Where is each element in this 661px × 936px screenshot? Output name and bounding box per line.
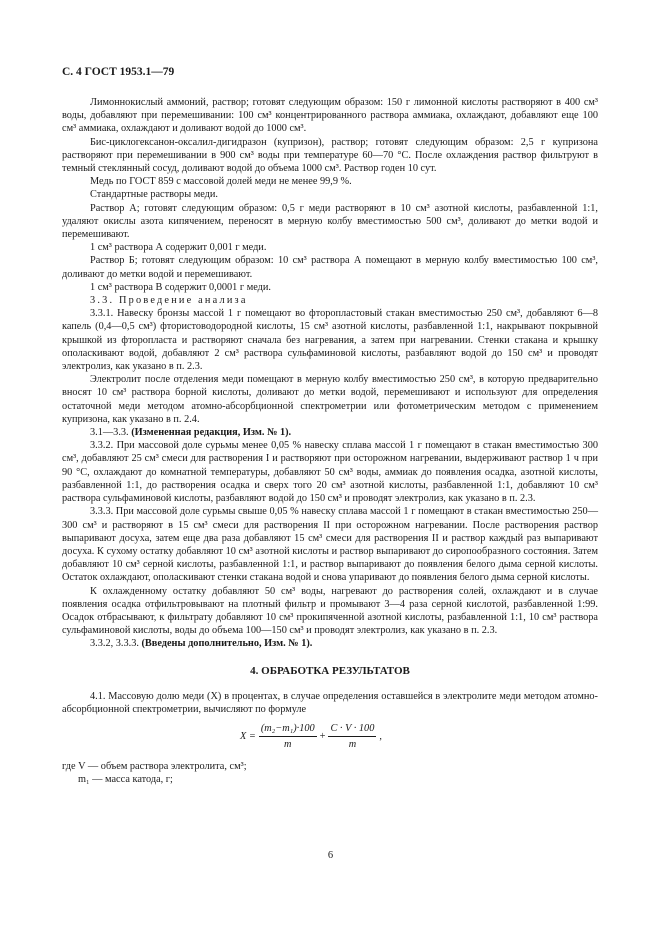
where-line-volume: где V — объем раствора электролита, см³; [62,761,247,773]
paragraph-solution-b: Раствор Б; готовят следующим образом: 10 см³ раствора А помещают в мерную колбу вместимостью 100 см³, доливают до метки водой и перемешивают. [62,255,598,280]
formula-copper-fraction [62,720,598,758]
amendment-ref: 3.3.2, 3.3.3. [90,638,142,650]
paragraph-solution-b-content: 1 см³ раствора В содержит 0,0001 г меди. [90,281,271,293]
formula-plus: + [319,731,326,743]
document-body [62,96,598,787]
amendment-note-2 [62,637,598,650]
formula-numerator-2: C · V · 100 [328,722,376,737]
section-title-results: 4. ОБРАБОТКА РЕЗУЛЬТАТОВ [250,664,410,677]
paragraph-standard-solutions: Стандартные растворы меди. [90,189,218,201]
formula-denominator-2: m [348,739,357,751]
amendment-ref: 3.1—3.3. [90,427,132,439]
paragraph-solution-a-content: 1 см³ раствора А содержит 0,001 г меди. [90,242,267,254]
paragraph-ammonium-citrate: Лимоннокислый аммоний, раствор; готовят следующим образом: 150 г лимонной кислоты растворяют в 400 см³ воды, добавляют при перемешивании: 100 см³ концентрированного раствора аммиака, охлаждают, добавляют еще 100 см³ аммиака, охлаждают и доливают водой до 1000 см³. [62,97,598,135]
formula-fraction-1 [259,722,317,751]
formula-comma: , [379,731,382,743]
formula-numerator-1: (m₂−m₁)·100 [259,722,317,737]
subsection-heading-analysis: 3.3. Проведение анализа [90,295,248,307]
page-header: С. 4 ГОСТ 1953.1—79 [62,66,175,78]
paragraph-solution-a: Раствор А; готовят следующим образом: 0,5 г меди растворяют в 10 см³ азотной кислоты, разбавленной 1:1, удаляют окислы азота кипячением, переносят в мерную колбу вместимостью 500 см³, доливают до метки водой и перемешивают. [62,202,598,241]
page-number: 6 [327,850,334,861]
amendment-note-1 [62,426,598,439]
paragraph-3-3-1: 3.3.1. Навеску бронзы массой 1 г помещают во фторопластовый стакан вместимостью 250 см³, добавляют 6—8 капель (0,4—0,5 см³) фтористоводородной кислоты, 15 см³ азотной кислоты, разбавленной 1:1, накрывают покрывной крышкой из фторопласта и растворяют сначала без нагревания, а затем при нагревании. Стенки стакана и крышку ополаскивают водой, добавляют 2 см³ раствора сульфаминовой кислоты, разбавляют водой до 150 см³ и проводят электролиз, как указано в п. 2.3. [62,308,598,373]
where-line-mass: m₁ — масса катода, г; [78,774,173,786]
amendment-text: (Введены дополнительно, Изм. № 1). [141,638,313,650]
formula-fraction-2 [328,722,376,751]
paragraph-cuprizone: Бис-циклогексанон-оксалил-дигидразон (купризон), раствор; готовят следующим образом: 2,5 г купризона растворяют при перемешивании в 900 см³ воды при температуре 60—70 °С. После охлаждения раствор фильтруют в темный стеклянный сосуд, доливают водой до объема 1000 см³. Раствор годен 10 сут. [62,136,598,175]
paragraph-4-1: 4.1. Массовую долю меди (X) в процентах, в случае определения оставшейся в электролите меди методом атомно-абсорбционной спектрометрии, вычисляют по формуле [62,690,598,715]
paragraph-3-3-2: 3.3.2. При массовой доле сурьмы менее 0,05 % навеску сплава массой 1 г помещают в стакан вместимостью 300 см³, добавляют 25 см³ смеси для растворения I и растворяют при осторожном нагревании, выдерживают раствор 1 ч при 90 °С, охлаждают до комнатной температуры, добавляют 50 см³ воды, аммиак до появления осадка, азотной кислоты, разбавленной 1:1, до растворения осадка и сверх того 20 см³ азотной кислоты, разбавленной 1:1, добавляют 10 см³ раствора сульфаминовой кислоты, разбавляют водой до 150 см³ и проводят электролиз, как указано в п. 2.3. [62,440,598,505]
paragraph-cooled-residue: К охлажденному остатку добавляют 50 см³ воды, нагревают до растворения солей, охлаждают и в случае появления осадка отфильтровывают на плотный фильтр и промывают 3—4 раза серной кислотой, разбавленной 1:99. Осадок отбрасывают, к фильтрату добавляют 10 см³ прокипяченной азотной кислоты, разбавленной 1:1, 10 см³ раствора сульфаминовой кислоты, воды до объема 100—150 см³ и проводят электролиз, как указано в п. 2.3. [62,585,598,637]
formula-denominator-1: m [284,739,292,751]
paragraph-3-3-3: 3.3.3. При массовой доле сурьмы свыше 0,05 % навеску сплава массой 1 г помещают в стакан вместимостью 250—300 см³ и растворяют в 15 см³ смеси для растворения II при осторожном нагревании. После растворения раствор выпаривают досуха, затем еще два раза добавляют 15 см³ смеси для растворения II и раствор каждый раз выпаривают досуха. К сухому остатку добавляют 10 см³ азотной кислоты и раствор выпаривают до сиропообразного состояния. Затем добавляют 10 см³ серной кислоты, разбавленной 1:1, и раствор выпаривают до появления белого дыма серной кислоты. Остаток охлаждают, ополаскивают стенки стакана водой и снова упаривают до появления белого дыма серной кислоты. [62,506,598,584]
amendment-text: (Измененная редакция, Изм. № 1). [131,427,292,439]
paragraph-electrolyte: Электролит после отделения меди помещают в мерную колбу вместимостью 250 см³, в которую предварительно вносят 10 см³ раствора борной кислоты, доливают до метки водой, перемешивают и используют для определения остаточной меди методом атомно-абсорбционной спектрометрии или фотометрическим методом с применением купризона, как указано в п. 2.4. [62,374,598,425]
formula-lhs: X = [240,731,256,743]
paragraph-copper: Медь по ГОСТ 859 с массовой долей меди не менее 99,9 %. [90,176,352,188]
